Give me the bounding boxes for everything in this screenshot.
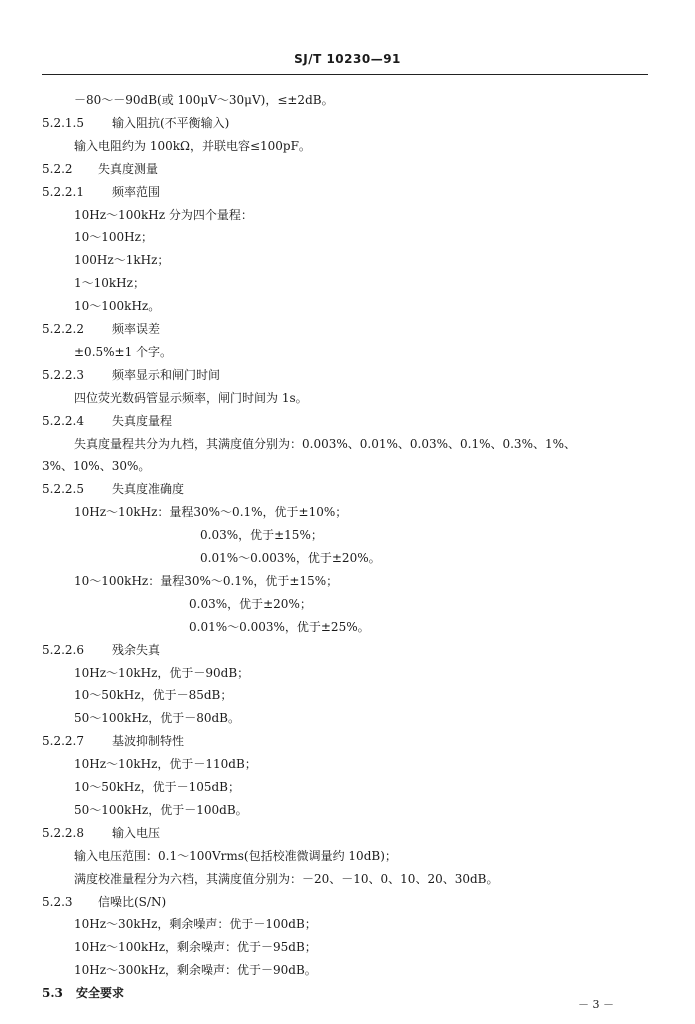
section-title: 失真度测量 bbox=[98, 162, 159, 176]
body-text-line: 输入电阻约为 100kΩ，并联电容≤100pF。 bbox=[74, 139, 311, 153]
body-text-line: 0.01%～0.003%，优于±20%。 bbox=[200, 551, 381, 565]
section-number: 5.2.2.7 bbox=[42, 734, 84, 748]
section-number: 5.3 bbox=[42, 986, 63, 1000]
body-text-line: 50～100kHz，优于－80dB。 bbox=[74, 711, 241, 725]
section-number: 5.2.2.2 bbox=[42, 322, 84, 336]
section-title: 频率误差 bbox=[112, 322, 161, 336]
body-text-line: 10Hz～10kHz，优于－90dB； bbox=[74, 666, 250, 680]
body-text-line: 四位荧光数码管显示频率，闸门时间为 1s。 bbox=[74, 391, 308, 405]
body-text-line: －80～－90dB(或 100μV～30μV)，≤±2dB。 bbox=[74, 93, 334, 107]
section-title: 安全要求 bbox=[76, 986, 125, 1000]
body-text-line: 10Hz～300kHz，剩余噪声：优于－90dB。 bbox=[74, 963, 317, 977]
section-title: 频率显示和闸门时间 bbox=[112, 368, 221, 382]
body-text-line: 10Hz～10kHz，优于－110dB； bbox=[74, 757, 257, 771]
section-number: 5.2.2.8 bbox=[42, 826, 84, 840]
section-title: 输入电压 bbox=[112, 826, 161, 840]
body-text-line: 10～50kHz，优于－85dB； bbox=[74, 688, 233, 702]
section-number: 5.2.1.5 bbox=[42, 116, 84, 130]
body-text-line: 10～50kHz，优于－105dB； bbox=[74, 780, 241, 794]
section-number: 5.2.2.5 bbox=[42, 482, 84, 496]
section-number: 5.2.3 bbox=[42, 895, 73, 909]
section-title: 失真度量程 bbox=[112, 414, 173, 428]
body-text-line: 3%、10%、30%。 bbox=[42, 459, 151, 473]
body-text-line: 10～100kHz。 bbox=[74, 299, 161, 313]
page-number: － 3 － bbox=[578, 998, 614, 1011]
body-text-line: 0.03%，优于±15%； bbox=[200, 528, 323, 542]
body-text-line: 100Hz～1kHz； bbox=[74, 253, 170, 267]
body-text-line: 10Hz～10kHz：量程30%～0.1%，优于±10%； bbox=[74, 505, 348, 519]
body-text-line: 0.01%～0.003%，优于±25%。 bbox=[189, 620, 370, 634]
body-text-line: 50～100kHz，优于－100dB。 bbox=[74, 803, 248, 817]
section-title: 失真度准确度 bbox=[112, 482, 185, 496]
section-number: 5.2.2.1 bbox=[42, 185, 84, 199]
body-text-line: 失真度量程共分为九档，其满度值分别为：0.003%、0.01%、0.03%、0.1%、0.3%、1%、 bbox=[74, 437, 577, 451]
section-number: 5.2.2.3 bbox=[42, 368, 84, 382]
section-number: 5.2.2.4 bbox=[42, 414, 84, 428]
body-text-line: 满度校准量程分为六档，其满度值分别为：－20、－10、0、10、20、30dB。 bbox=[74, 872, 499, 886]
section-title: 输入阻抗(不平衡输入) bbox=[112, 116, 230, 130]
section-number: 5.2.2 bbox=[42, 162, 73, 176]
body-text-line: 10Hz～30kHz，剩余噪声：优于－100dB； bbox=[74, 917, 317, 931]
section-title: 基波抑制特性 bbox=[112, 734, 185, 748]
body-text-line: 0.03%，优于±20%； bbox=[189, 597, 312, 611]
section-title: 残余失真 bbox=[112, 643, 161, 657]
body-text-line: 10～100kHz：量程30%～0.1%，优于±15%； bbox=[74, 574, 339, 588]
body-text-line: 1～10kHz； bbox=[74, 276, 145, 290]
standard-header: SJ/T 10230—91 bbox=[294, 52, 401, 66]
section-title: 信噪比(S/N) bbox=[98, 895, 167, 909]
body-text-line: 10Hz～100kHz 分为四个量程： bbox=[74, 208, 253, 222]
body-text-line: 10Hz～100kHz，剩余噪声：优于－95dB； bbox=[74, 940, 317, 954]
body-text-line: 输入电压范围：0.1～100Vrms(包括校准微调量约 10dB)； bbox=[74, 849, 397, 863]
header-rule bbox=[42, 74, 648, 75]
section-number: 5.2.2.6 bbox=[42, 643, 84, 657]
section-title: 频率范围 bbox=[112, 185, 161, 199]
body-text-line: ±0.5%±1 个字。 bbox=[74, 345, 173, 359]
body-text-line: 10～100Hz； bbox=[74, 230, 153, 244]
